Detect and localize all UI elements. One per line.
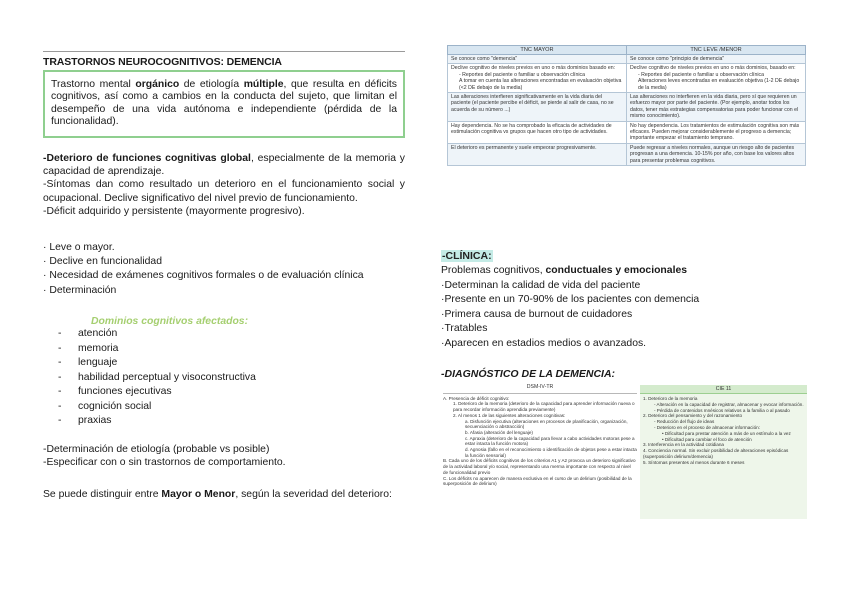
list-item: ·Determinan la calidad de vida del paciente xyxy=(441,279,641,291)
table-row: Hay dependencia. No se ha comprobado la eficacia de actividades de estimulación cognitiva vs grupos que hacen otro tipo de actividades. No hay dependencia. Los tratamientos de estimulación cognitiva son más eficaces. Pueden mejorar considerablemente el progreso a demencia; importante empezar el tratamiento temprano. xyxy=(448,121,806,143)
domains-heading: Dominios cognitivos afectados: xyxy=(91,316,249,327)
list-item: - lenguaje xyxy=(58,357,118,368)
domains-list xyxy=(58,327,256,429)
list-item: - atención xyxy=(58,328,118,339)
list-item: - memoria xyxy=(58,342,119,354)
clinica-list: Problemas cognitivos, conductuales y emocionales ·Determinan la calidad de vida del paciente ·Presente en un 70-90% de los pacientes con demencia ·Primera causa de burnout de cuidadores ·Tratables ·Aparecen en estadios medios o avanzados. xyxy=(441,264,699,352)
cie-criteria: CIE 11 1. Deterioro de la memoria - Alteración en la capacidad de registrar, almacenar y evocar información. - Pérdida de contenidos mnésicos relativos a la familia o al pasado 2. Deterioro del pensamiento y del razonamiento - Reducción del flujo de ideas - Deterioro en el proceso de almacenar información: • Dificultad para prestar atención a más de un estímulo a la vez • Dificultad para cambiar el foco de atención 3. Interferencia en la actividad cotidiana 4. Conciencia normal. Sin excluir posibilidad de alteraciones episódicas (superposición delirium/demencia) 5. Síntomas presentes al menos durante 6 meses xyxy=(640,385,807,519)
list-item: ·Primera causa de burnout de cuidadores xyxy=(441,308,633,320)
severity-paragraph: Se puede distinguir entre Mayor o Menor, según la severidad del deterioro: xyxy=(43,489,392,500)
list-item: · Declive en funcionalidad xyxy=(43,256,162,268)
cie-header: CIE 11 xyxy=(640,385,807,394)
dsm-criteria: DSM-IV-TR A. Presencia de déficit cognitivo: 1. Deterioro de la memoria (deterioro de la capacidad para aprender información nueva o para recordar información aprendida previamente) 2. Al menos 1 de las siguientes alteraciones cognitivas: a. Disfunción ejecutiva (alteraciones en procesos de planificación, organización, secuenciación o abstracción) b. Afasia (alteración del lenguaje) c. Apraxia (deterioro de la capacidad para llevar a cabo actividades motoras pese a estar intacta la función motora) d. Agnosia (fallo en el reconocimiento o identificación de objetos pese a estar intacta la función sensorial) B. Cada uno de los déficits cognitivos de los criterios A1 y A2 provoca un deterioro significativo de la actividad laboral y/o social, representando una merma importante con respecto al nivel de funcionalidad previo C. Los déficits no aparecen de manera exclusiva en el curso de un delirium (posibilidad de la superposición de delirium) xyxy=(443,384,637,487)
list-item: ·Presente en un 70-90% de los pacientes con demencia xyxy=(441,294,700,306)
diagnosis-heading: -DIAGNÓSTICO DE LA DEMENCIA: xyxy=(441,368,616,380)
characteristics-list xyxy=(43,241,364,298)
definition-box: Trastorno mental orgánico de etiología múltiple, que resulta en déficits cognitivos, así como a cambios en la conducta del sujeto, que limitan el desempeño de una vida autónoma e independiente (pérdida de la funcionalidad). xyxy=(43,70,405,138)
top-divider xyxy=(43,51,405,52)
list-item: · Determinación xyxy=(43,284,117,296)
list-item: - habilidad perceptual y visoconstructiva xyxy=(58,371,256,383)
features-paragraph: -Deterioro de funciones cognitivas global, especialmente de la memoria y capacidad de aprendizaje. -Síntomas dan como resultado un deterioro en el funcionamiento social y ocupacional. Declive significativo del nivel previo de funcionamiento. -Déficit adquirido y persistente (mayormente progresivo). xyxy=(43,153,405,217)
table-row: Las alteraciones interfieren significativamente en la vida diaria del paciente (el paciente percibe el déficit, se pierde al salir de casa, no se acuerda de su número ...) Las alteraciones no interfieren en la vida diaria, pero sí que requieren un esfuerzo mayor por parte del paciente. (Por ejemplo, anotar todos los datos, tener más estrategias compensatorias para poder funcionar con el mismo conocimiento). xyxy=(448,93,806,122)
table-row: El deterioro es permanente y suele empeorar progresivamente. Puede regresar a niveles normales, aunque un riesgo alto de pacientes progresan a una demencia. 10-15% por año, con base los valores altos para presentar problemas cognitivos. xyxy=(448,143,806,165)
clinica-heading: -CLÍNICA: xyxy=(442,250,492,262)
list-item: - praxias xyxy=(58,415,112,426)
table-row: Se conoce como "demencia" Se conoce como "principio de demencia" xyxy=(448,55,806,64)
etiology-paragraph: -Determinación de etiología (probable vs posible) -Especificar con o sin trastornos de comportamiento. xyxy=(43,444,286,469)
page-title: TRASTORNOS NEUROCOGNITIVOS: DEMENCIA xyxy=(43,56,282,68)
table-row: Declive cognitivo de niveles previos en uno o más dominios basado en: - Reportes del paciente o familiar u observación clínica A tomar en cuenta las alteraciones encontradas en evaluación objetiva (<2 DE debajo de la media) Declive cognitivo de niveles previos en uno o más dominios, basado en: - Reportes del paciente o familiar u observación clínica Alteraciones leves encontradas en evaluación objetiva (1-2 DE debajo de la media) xyxy=(448,64,806,93)
list-item: ·Aparecen en estadios medios o avanzados. xyxy=(441,337,647,349)
list-item: · Leve o mayor. xyxy=(43,242,115,253)
list-item: - cognición social xyxy=(58,400,152,412)
list-item: · Necesidad de exámenes cognitivos formales o de evaluación clínica xyxy=(43,270,364,282)
list-item: ·Tratables xyxy=(441,323,488,335)
list-item: - funciones ejecutivas xyxy=(58,386,172,397)
tnc-comparison-table xyxy=(447,45,806,166)
dsm-header: DSM-IV-TR xyxy=(443,385,637,394)
table-header: TNC LEVE /MENOR xyxy=(627,46,806,55)
table-header: TNC MAYOR xyxy=(448,46,627,55)
